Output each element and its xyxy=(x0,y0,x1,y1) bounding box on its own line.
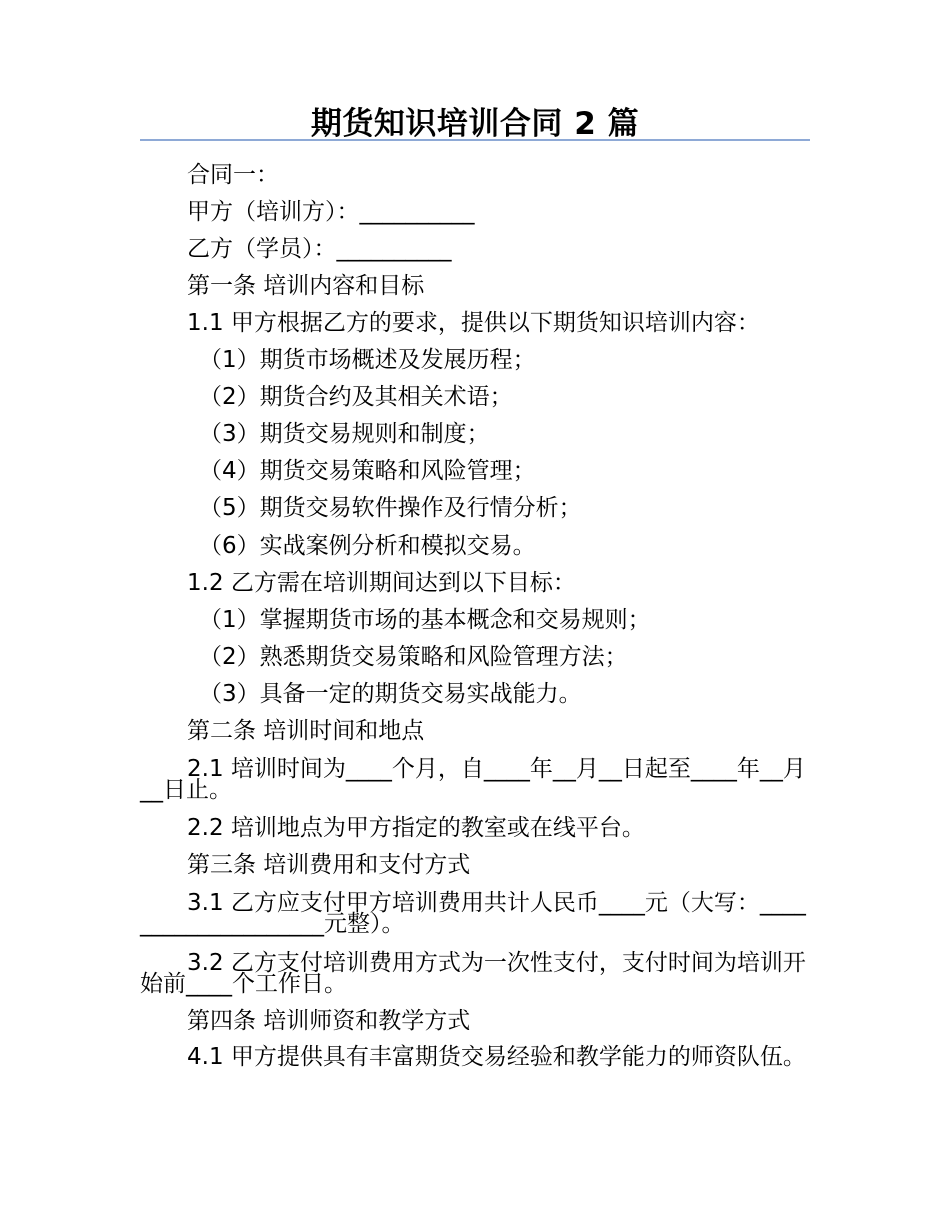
list-item: （3）具备一定的期货交易实战能力。 xyxy=(199,681,582,707)
clause-3-2: 3.2 乙方支付培训费用方式为一次性支付，支付时间为培训开始前____个工作日。 xyxy=(140,950,806,997)
list-item: （4）期货交易策略和风险管理； xyxy=(199,458,536,484)
article-4-heading: 第四条 培训师资和教学方式 xyxy=(187,1008,471,1034)
clause-4-1: 4.1 甲方提供具有丰富期货交易经验和教学能力的师资队伍。 xyxy=(187,1044,806,1070)
clause-2-1: 2.1 培训时间为____个月，自____年__月__日起至____年__月__日止。 xyxy=(140,756,806,803)
clause-1-2: 1.2 乙方需在培训期间达到以下目标： xyxy=(187,570,576,596)
title-underline xyxy=(140,139,810,141)
list-item: （3）期货交易规则和制度； xyxy=(199,421,490,447)
article-3-heading: 第三条 培训费用和支付方式 xyxy=(187,852,471,878)
party-a-line: 甲方（培训方）：__________ xyxy=(187,199,475,225)
list-item: （2）熟悉期货交易策略和风险管理方法； xyxy=(199,644,628,670)
clause-3-1: 3.1 乙方应支付甲方培训费用共计人民币____元（大写：____________________元整）。 xyxy=(140,890,806,937)
list-item: （5）期货交易软件操作及行情分析； xyxy=(199,495,582,521)
list-item: （1）期货市场概述及发展历程； xyxy=(199,347,536,373)
contract-heading: 合同一： xyxy=(187,162,279,188)
list-item: （2）期货合约及其相关术语； xyxy=(199,384,513,410)
page-title: 期货知识培训合同 2 篇 xyxy=(310,106,640,142)
clause-2-2: 2.2 培训地点为甲方指定的教室或在线平台。 xyxy=(187,815,645,841)
clause-1-1: 1.1 甲方根据乙方的要求，提供以下期货知识培训内容： xyxy=(187,310,760,336)
list-item: （6）实战案例分析和模拟交易。 xyxy=(199,533,536,559)
party-b-line: 乙方（学员）：__________ xyxy=(187,236,452,262)
list-item: （1）掌握期货市场的基本概念和交易规则； xyxy=(199,607,651,633)
article-1-heading: 第一条 培训内容和目标 xyxy=(187,273,425,299)
article-2-heading: 第二条 培训时间和地点 xyxy=(187,718,425,744)
